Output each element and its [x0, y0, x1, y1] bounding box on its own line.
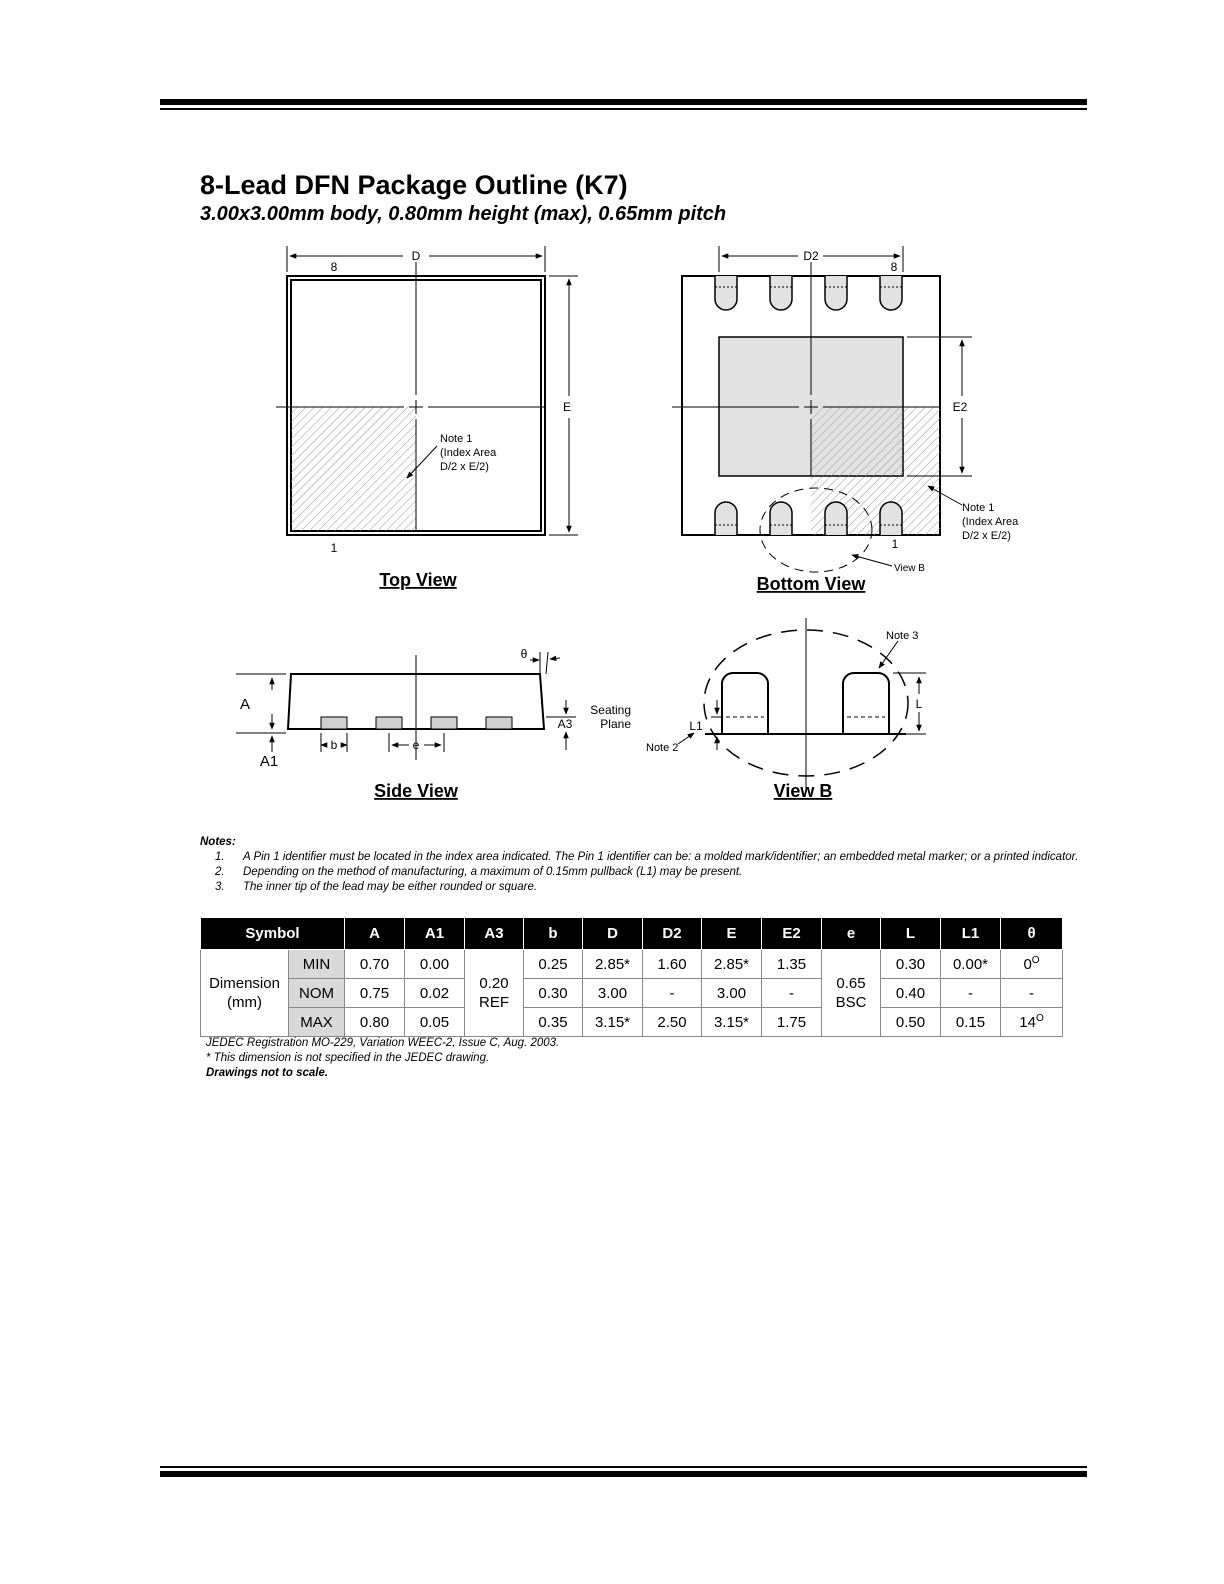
seating-plane-line-1: Seating: [590, 703, 631, 717]
top-view-note-line-3: D/2 x E/2): [440, 461, 489, 473]
bottom-view-dim-d2: D2: [803, 249, 819, 263]
table-cell: 3.00: [583, 979, 643, 1008]
view-b-reference: View B: [894, 563, 925, 574]
lead-4: [880, 502, 902, 535]
note-text: A Pin 1 identifier must be located in the index area indicated. The Pin 1 identifier can be: a molded mark/identifier; an embedded metal marker; or a printed indicator.: [243, 851, 1079, 863]
table-cell: 2.50: [643, 1008, 702, 1037]
table-cell: 0.30: [881, 950, 941, 979]
footnote-asterisk: * This dimension is not specified in the JEDEC drawing.: [206, 1052, 490, 1064]
bottom-view-note-line-1: Note 1: [962, 502, 995, 514]
side-lead-4: [486, 717, 512, 729]
view-b-dim-l1: L1: [689, 719, 703, 733]
bottom-view-pin-8: 8: [890, 260, 898, 274]
a3-ref-cell: [465, 950, 524, 1037]
note-text: Depending on the method of manufacturing, a maximum of 0.15mm pullback (L1) may be present.: [243, 866, 743, 878]
table-cell: 1.75: [762, 1008, 822, 1037]
table-cell: -: [941, 979, 1001, 1008]
bottom-view-pin-1: 1: [891, 537, 899, 551]
lead-7: [770, 276, 792, 310]
header-cell: b: [524, 918, 583, 950]
e-bsc-cell: [822, 950, 881, 1037]
side-lead-3: [431, 717, 457, 729]
table-cell: 2.85*: [583, 950, 643, 979]
side-view-label: Side View: [374, 781, 458, 801]
header-cell: A1: [405, 918, 465, 950]
view-b-label: View B: [773, 781, 833, 801]
table-cell: 0.30: [524, 979, 583, 1008]
dimension-table: [200, 917, 1063, 1037]
view-b-note-3: Note 3: [886, 630, 919, 642]
theta-max-cell: [1001, 1008, 1063, 1037]
header-symbol: Symbol: [201, 918, 345, 950]
lead-5: [880, 276, 902, 310]
side-view: [236, 647, 631, 801]
header-cell: A: [345, 918, 405, 950]
side-lead-1: [321, 717, 347, 729]
bottom-view-note-line-2: (Index Area: [962, 516, 1019, 528]
top-view-dim-d: D: [411, 249, 421, 263]
table-cell: 0.25: [524, 950, 583, 979]
bottom-view: [672, 246, 1019, 594]
view-b-note-2: Note 2: [646, 742, 679, 754]
table-cell: 0.75: [345, 979, 405, 1008]
bottom-view-label: Bottom View: [756, 574, 866, 594]
top-view-note-line-1: Note 1: [440, 433, 473, 445]
view-b-lead-right: [843, 673, 889, 734]
table-cell: 0.40: [881, 979, 941, 1008]
theta-value: 0: [1023, 956, 1032, 973]
notes-section: [200, 835, 1080, 895]
header-cell: θ: [1001, 918, 1063, 950]
note-item: [200, 850, 1080, 865]
table-cell: 2.85*: [702, 950, 762, 979]
table-cell: 1.60: [643, 950, 702, 979]
table-header-row: [201, 918, 1063, 950]
a3-line: 0.20: [479, 975, 509, 992]
theta-value: 14: [1019, 1014, 1036, 1031]
note-number: 3.: [215, 881, 225, 893]
top-view: [276, 246, 578, 590]
table-cell: -: [1001, 979, 1063, 1008]
row-label: NOM: [289, 979, 345, 1008]
bottom-view-dim-e2: E2: [952, 400, 968, 414]
table-cell: 0.50: [881, 1008, 941, 1037]
degree-sup: O: [1035, 1013, 1044, 1024]
page-title: 8-Lead DFN Package Outline (K7): [200, 170, 628, 200]
row-label: MAX: [289, 1008, 345, 1037]
top-view-pin-1: 1: [330, 541, 338, 555]
side-view-dim-a3: A3: [557, 717, 573, 731]
table-cell: 0.00: [405, 950, 465, 979]
table-cell: 3.15*: [702, 1008, 762, 1037]
lead-3: [825, 502, 847, 535]
table-cell: 0.00*: [941, 950, 1001, 979]
table-cell: 0.35: [524, 1008, 583, 1037]
dimension-label-line: (mm): [227, 994, 262, 1011]
side-view-dim-b: b: [330, 738, 338, 752]
header-cell: D: [583, 918, 643, 950]
view-b: [646, 618, 926, 801]
side-view-dim-e: e: [412, 738, 420, 752]
notes-heading: Notes:: [200, 836, 236, 848]
view-b-lead-left: [722, 673, 768, 734]
table-cell: 3.00: [702, 979, 762, 1008]
lead-8: [715, 276, 737, 310]
table-cell: 0.70: [345, 950, 405, 979]
table-cell: 0.15: [941, 1008, 1001, 1037]
top-view-note-line-2: (Index Area: [440, 447, 497, 459]
note-item: [200, 880, 1080, 895]
table-row: [201, 979, 1063, 1008]
bottom-view-top-leads: [715, 276, 902, 310]
seating-plane-line-2: Plane: [600, 717, 631, 731]
note-item: [200, 865, 1080, 880]
dimension-label-line: Dimension: [209, 975, 280, 992]
top-view-pin-8: 8: [330, 260, 338, 274]
header-cell: L1: [941, 918, 1001, 950]
bottom-rule-thick: [160, 1471, 1087, 1477]
table-cell: 0.02: [405, 979, 465, 1008]
lead-2: [770, 502, 792, 535]
row-label: MIN: [289, 950, 345, 979]
header-cell: E2: [762, 918, 822, 950]
side-view-theta: θ: [520, 647, 528, 661]
lead-6: [825, 276, 847, 310]
note-number: 2.: [215, 866, 225, 878]
bottom-rule-thin: [160, 1466, 1087, 1468]
note-number: 1.: [215, 851, 225, 863]
header-cell: L: [881, 918, 941, 950]
table-row: [201, 950, 1063, 979]
top-view-dim-e: E: [562, 400, 572, 414]
theta-min-cell: [1001, 950, 1063, 979]
table-footnotes: [206, 1036, 559, 1081]
header-cell: A3: [465, 918, 524, 950]
footnote-jedec: JEDEC Registration MO-229, Variation WEEC-2, Issue C, Aug. 2003.: [206, 1037, 560, 1049]
e-line: BSC: [835, 994, 867, 1011]
side-view-dim-a1: A1: [259, 753, 279, 770]
note-text: The inner tip of the lead may be either rounded or square.: [243, 881, 538, 893]
table-cell: 0.80: [345, 1008, 405, 1037]
top-view-index-area: [291, 407, 416, 531]
degree-sup: O: [1031, 955, 1040, 966]
side-lead-2: [376, 717, 402, 729]
view-b-dim-l: L: [915, 697, 923, 711]
table-cell: -: [643, 979, 702, 1008]
table-cell: 1.35: [762, 950, 822, 979]
table-cell: 3.15*: [583, 1008, 643, 1037]
lead-1: [715, 502, 737, 535]
footnote-scale: Drawings not to scale.: [206, 1067, 329, 1079]
a3-line: REF: [479, 994, 509, 1011]
header-cell: D2: [643, 918, 702, 950]
header-cell: E: [702, 918, 762, 950]
dimension-label: [201, 950, 289, 1037]
e-line: 0.65: [836, 975, 866, 992]
side-view-dim-a: A: [239, 696, 251, 713]
table-row: [201, 1008, 1063, 1037]
top-view-label: Top View: [379, 570, 457, 590]
table-cell: 0.05: [405, 1008, 465, 1037]
bottom-view-note-line-3: D/2 x E/2): [962, 530, 1011, 542]
page-subtitle: 3.00x3.00mm body, 0.80mm height (max), 0.65mm pitch: [200, 203, 727, 225]
header-cell: e: [822, 918, 881, 950]
table-cell: -: [762, 979, 822, 1008]
